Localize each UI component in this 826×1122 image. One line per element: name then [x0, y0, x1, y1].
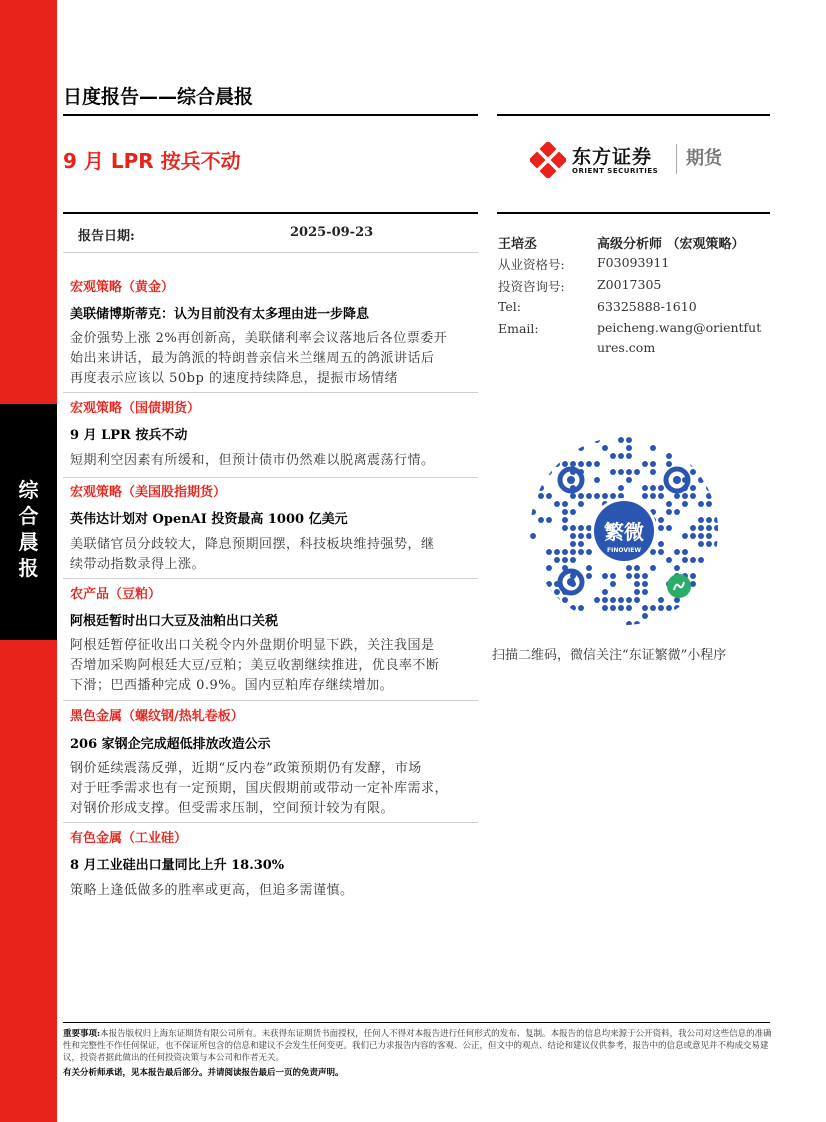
side-tab-char: 合 [18, 504, 39, 528]
report-date: 2025-09-23 [290, 225, 374, 240]
wechat-qr-code[interactable] [529, 436, 719, 626]
analyst-commitment: 有关分析师承诺，见本报告最后部分。并请阅读报告最后一页的免责声明。 [63, 1068, 344, 1078]
logo-text-en: ORIENT SECURITIES [572, 167, 659, 175]
analyst-field-label: 投资咨询号: [498, 279, 565, 294]
section-category: 黑色金属（螺纹钢/热轧卷板） [70, 709, 244, 724]
section-headline: 8 月工业硅出口量同比上升 18.30% [70, 858, 285, 873]
analyst-field-value: Z0017305 [597, 277, 662, 292]
section-headline: 阿根廷暂时出口大豆及油粕出口关税 [70, 614, 279, 629]
section-body: 策略上逢低做多的胜率或更高，但追多需谨慎。 [70, 883, 354, 898]
qr-center-en: FINOVIEW [607, 547, 641, 554]
section-body: 短期利空因素有所缓和，但预计债市仍然难以脱离震荡行情。 [70, 453, 435, 468]
disclaimer-text: 本报告版权归上海东证期货有限公司所有。未获得东证期货书面授权，任何人不得对本报告进行任何形式的发布、复制。本报告的信息均来源于公开资料，我公司对这些信息的准确性和完整性不作任何保证，也不保证所包含的信息和建议不会发生任何变更。我们已力求报告内容的客观、公正，但文中的观点、结论和建议仅供参考，报告中的信息或意见并不构成交易建议，投资者据此做出的任何投资决策与本公司和作者无关。 [63, 1029, 772, 1063]
header-rule-left [63, 114, 478, 116]
analyst-title: 高级分析师 （宏观策略） [597, 237, 745, 252]
disclaimer-label: 重要事项: [63, 1029, 101, 1039]
analyst-name: 王培丞 [498, 237, 538, 252]
analyst-field-value: F03093911 [597, 255, 670, 270]
qr-caption: 扫描二维码，微信关注“东证繁微”小程序 [492, 648, 727, 663]
divider [63, 700, 478, 701]
report-type: 日度报告——综合晨报 [63, 86, 254, 108]
divider [63, 578, 478, 579]
report-date-label: 报告日期: [78, 229, 135, 244]
disclaimer [63, 1028, 773, 1064]
divider [63, 822, 478, 823]
section-headline: 英伟达计划对 OpenAI 投资最高 1000 亿美元 [70, 512, 348, 527]
section-category: 宏观策略（国债期货） [70, 401, 201, 416]
section-headline: 美联储博斯蒂克：认为目前没有太多理由进一步降息 [70, 307, 370, 322]
header-rule-right [497, 114, 770, 116]
analyst-field-label: Tel: [498, 299, 521, 314]
section-body: 阿根廷暂停征收出口关税令内外盘期价明显下跌，关注我国是 否增加采购阿根廷大豆/豆粕；美豆收割继续推进，优良率不断 下滑；巴西播种完成 0.9%。国内豆粕库存继续增加。 [70, 638, 440, 693]
side-tab-char: 综 [18, 478, 39, 502]
analyst-field-label: Email: [498, 321, 539, 336]
section-category: 宏观策略（黄金） [70, 280, 175, 295]
date-rule-left [63, 212, 478, 214]
section-body: 钢价延续震荡反弹，近期“反内卷”政策预期仍有发酵，市场 对于旺季需求也有一定预期，国庆假期前或带动一定补库需求， 对钢价形成支撑。但受需求压制，空间预计较为有限。 [70, 761, 449, 816]
section-side-tab [0, 404, 57, 640]
divider [63, 392, 478, 393]
logo-divider [676, 144, 677, 174]
section-headline: 9 月 LPR 按兵不动 [70, 428, 188, 443]
qr-center-cn: 繁微 [604, 520, 644, 544]
company-logo [530, 140, 770, 180]
analyst-email[interactable]: peicheng.wang@orientfutures.com [597, 320, 762, 355]
logo-text-cn: 东方证券 [572, 146, 653, 168]
orient-logo-icon [530, 142, 566, 178]
logo-division: 期货 [686, 148, 722, 169]
analyst-field-label: 从业资格号: [498, 257, 565, 272]
section-category: 农产品（豆粕） [70, 587, 162, 602]
side-tab-char: 晨 [18, 530, 39, 554]
page-title: 9 月 LPR 按兵不动 [63, 149, 241, 173]
section-headline: 206 家钢企完成超低排放改造公示 [70, 737, 271, 752]
divider [63, 252, 478, 253]
section-category: 宏观策略（美国股指期货） [70, 485, 227, 500]
section-body: 金价强势上涨 2%再创新高，美联储利率会议落地后各位票委开 始出来讲话，最为鸽派的特朗普亲信米兰继周五的鸽派讲话后 再度表示应该以 50bp 的速度持续降息，提振市场情绪 [70, 331, 448, 386]
date-rule-right [497, 212, 770, 214]
divider [63, 477, 478, 478]
section-category: 有色金属（工业硅） [70, 831, 188, 846]
analyst-field-value: 63325888-1610 [597, 299, 697, 314]
section-body: 美联储官员分歧较大，降息预期回摆，科技板块维持强势，继 续带动指数录得上涨。 [70, 537, 435, 572]
footer-rule [63, 1022, 770, 1023]
side-tab-char: 报 [18, 556, 39, 580]
